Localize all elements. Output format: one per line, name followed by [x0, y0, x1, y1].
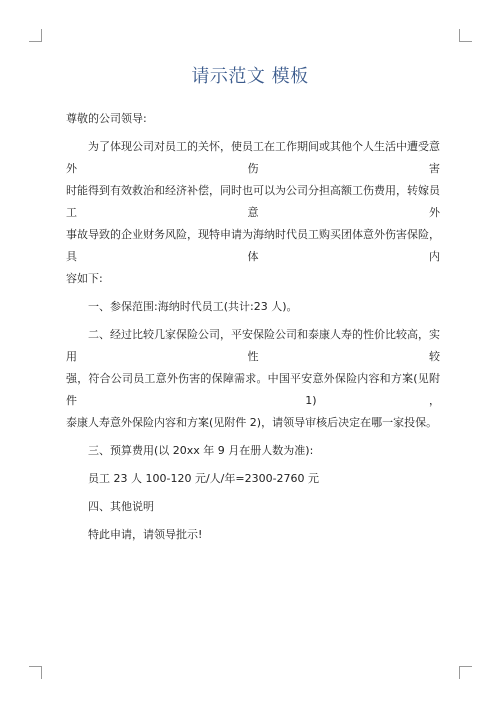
- closing-line: 特此申请，请领导批示!: [88, 528, 203, 541]
- item-4-other: 四、其他说明: [88, 500, 154, 513]
- item-2-line-3: 泰康人寿意外保险内容和方案(见附件 2)，请领导审核后决定在哪一家投保。: [66, 416, 438, 429]
- budget-cost-line: 员工 23 人 100-120 元/人/年=2300-2760 元: [88, 472, 320, 485]
- item-2-line-1: 二、经过比较几家保险公司，平安保险公司和泰康人寿的性价比较高，实用性较: [66, 328, 440, 363]
- document-body: [66, 108, 440, 546]
- page-corner-mark-top-right: [459, 29, 472, 42]
- salutation: 尊敬的公司领导:: [66, 112, 147, 125]
- item-3-budget: 三、预算费用(以 20xx 年 9 月在册人数为准):: [88, 444, 314, 457]
- item-1-scope: 一、参保范围:海纳时代员工(共计:23 人)。: [88, 300, 298, 313]
- paragraph-1-line-2: 时能得到有效救治和经济补偿，同时也可以为公司分担高额工伤费用，转嫁员工意外: [66, 184, 440, 219]
- paragraph-1-line-4: 容如下:: [66, 272, 103, 285]
- paragraph-1-line-1: 为了体现公司对员工的关怀，使员工在工作期间或其他个人生活中遭受意外伤害: [66, 140, 440, 175]
- paragraph-1-line-3: 事故导致的企业财务风险，现特申请为海纳时代员工购买团体意外伤害保险，具体内: [66, 228, 440, 263]
- page-corner-mark-top-left: [29, 29, 42, 42]
- page-corner-mark-bottom-right: [459, 666, 472, 679]
- item-2-line-2: 强，符合公司员工意外伤害的保障需求。中国平安意外保险内容和方案(见附件 1)，: [66, 372, 440, 407]
- document-title: 请示范文 模板: [191, 66, 309, 87]
- page-corner-mark-bottom-left: [29, 666, 42, 679]
